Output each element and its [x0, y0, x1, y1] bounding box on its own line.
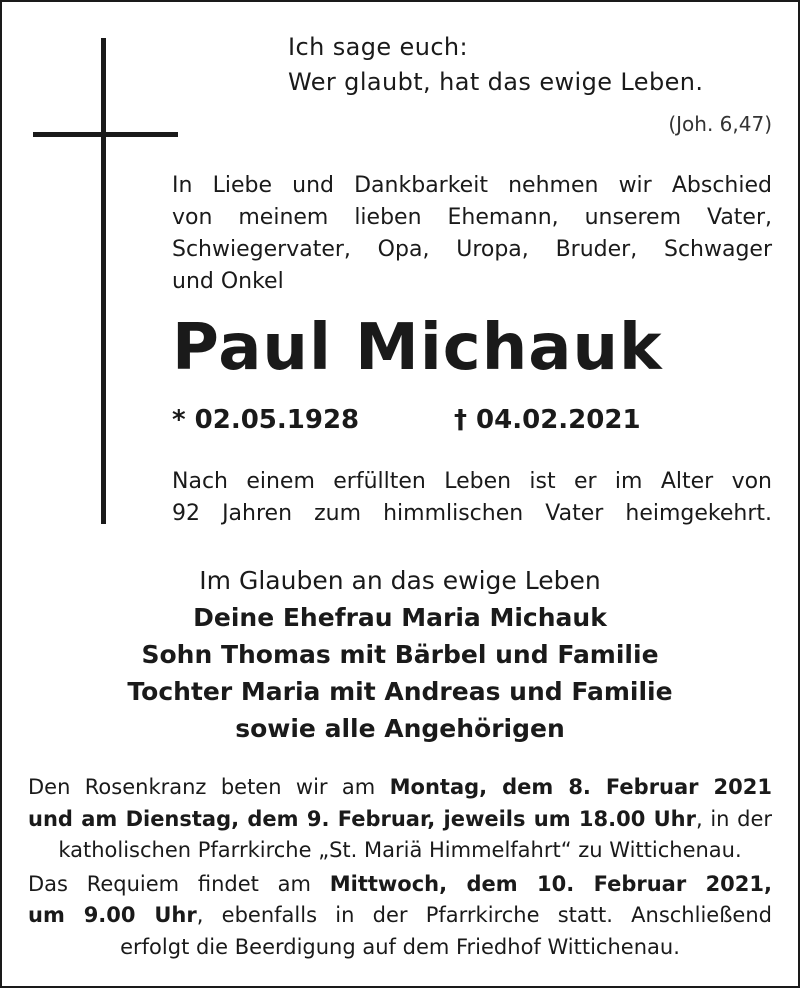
mourner-line: sowie alle Angehörigen — [235, 714, 565, 743]
service-notes — [28, 772, 772, 963]
verse-citation: (Joh. 6,47) — [668, 112, 772, 136]
rosary-line: katholischen Pfarrkirche „St. Mariä Himmelfahrt“ zu Wittichenau. — [58, 838, 742, 862]
intro-line: Schwiegervater, Opa, Uropa, Bruder, Schwager — [172, 237, 772, 262]
mourners-intro: Im Glauben an das ewige Leben — [199, 566, 601, 595]
death-date: † 04.02.2021 — [454, 405, 641, 435]
intro-line: In Liebe und Dankbarkeit nehmen wir Abschied — [172, 173, 772, 198]
mourner-line: Sohn Thomas mit Bärbel und Familie — [141, 640, 659, 669]
farewell-intro — [172, 170, 772, 298]
cross-icon-vertical-bar — [101, 38, 106, 524]
intro-line: und Onkel — [172, 269, 284, 294]
life-summary — [172, 466, 772, 530]
requiem-line: erfolgt die Beerdigung auf dem Friedhof Wittichenau. — [120, 934, 680, 959]
mourner-line: Tochter Maria mit Andreas und Familie — [127, 677, 673, 706]
verse-line: Wer glaubt, hat das ewige Leben. — [288, 68, 704, 96]
rosary-line: Den Rosenkranz beten wir am Montag, dem 8. Februar 2021 — [28, 775, 772, 799]
life-line: Nach einem erfüllten Leben ist er im Alter von — [172, 469, 772, 494]
verse-line: Ich sage euch: — [288, 33, 469, 61]
intro-line: von meinem lieben Ehemann, unserem Vater, — [172, 205, 772, 230]
cross-icon-horizontal-bar — [33, 132, 178, 137]
requiem-line: Das Requiem findet am Mittwoch, dem 10. Februar 2021, — [28, 871, 772, 896]
birth-date: * 02.05.1928 — [172, 405, 360, 435]
life-line: 92 Jahren zum himmlischen Vater heimgekehrt. — [172, 501, 772, 526]
bible-verse — [288, 30, 703, 100]
requiem-line: um 9.00 Uhr, ebenfalls in der Pfarrkirche statt. Anschließend — [28, 903, 772, 927]
deceased-name: Paul Michauk — [172, 311, 663, 385]
mourners-block — [0, 562, 800, 747]
mourner-line: Deine Ehefrau Maria Michauk — [193, 603, 607, 632]
rosary-line: und am Dienstag, dem 9. Februar, jeweils um 18.00 Uhr, in der — [28, 806, 772, 831]
